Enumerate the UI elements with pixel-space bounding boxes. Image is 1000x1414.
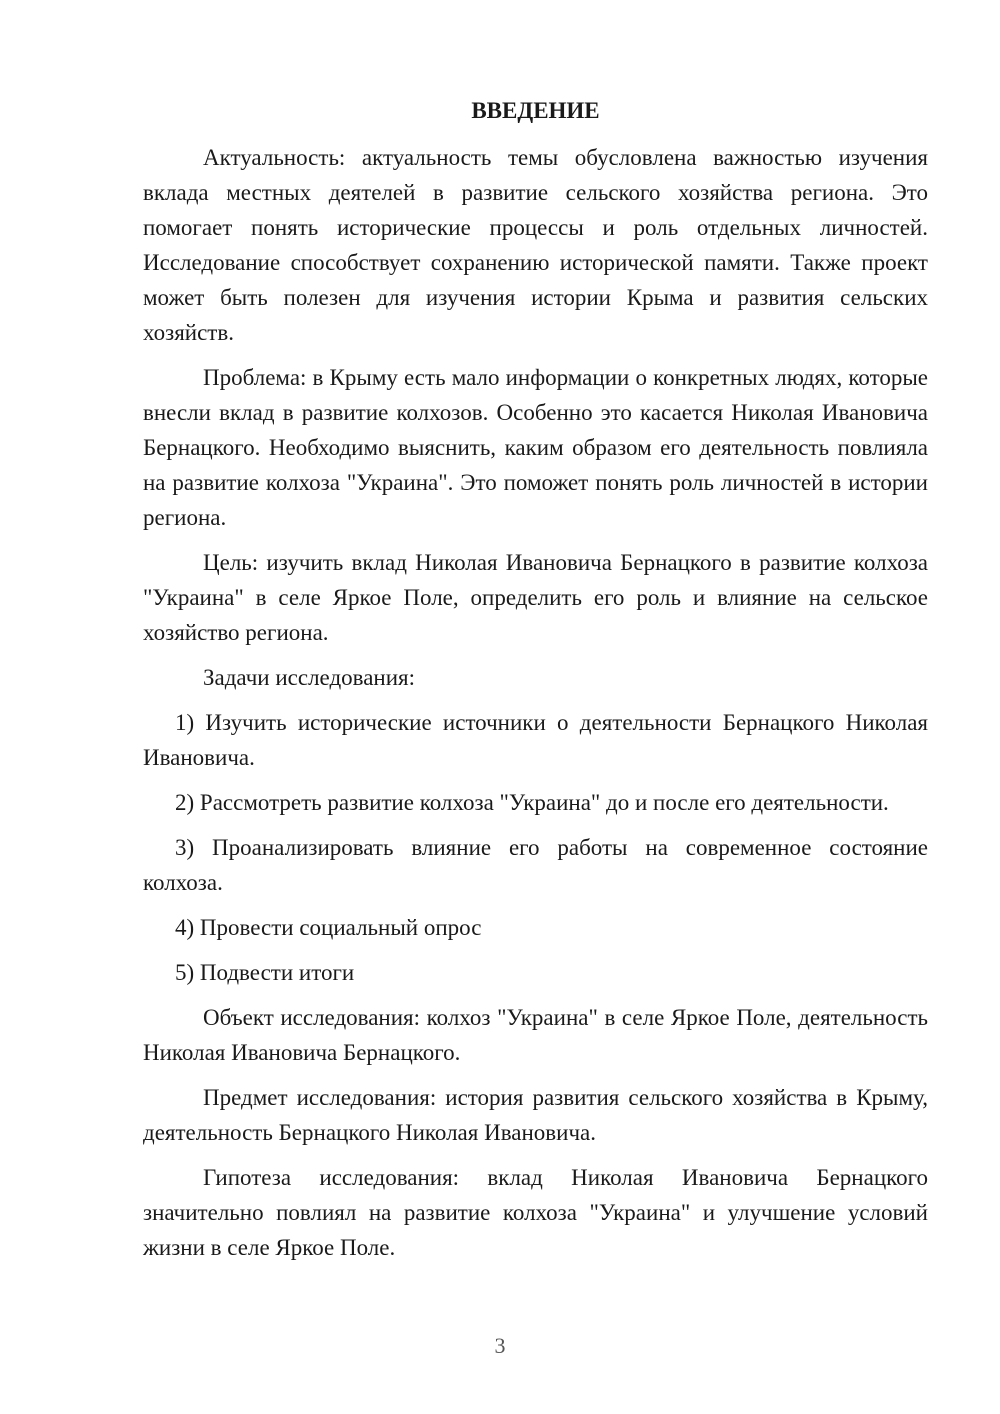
paragraph-relevance: Актуальность: актуальность темы обусловлена важностью изучения вклада местных деятелей в развитие сельского хозяйства региона. Это помогает понять исторические процессы и роль отдельных личностей. Исследование способствует сохранению исторической памяти. Также проект может быть полезен для изучения истории Крыма и развития сельских хозяйств.	[143, 145, 928, 345]
paragraph-problem: Проблема: в Крыму есть мало информации о конкретных людях, которые внесли вклад в развитие колхозов. Особенно это касается Николая Ивановича Бернацкого. Необходимо выяснить, каким образом его деятельность повлияла на развитие колхоза "Украина". Это поможет понять роль личностей в истории региона.	[143, 365, 928, 530]
paragraph-object: Объект исследования: колхоз "Украина" в селе Яркое Поле, деятельность Николая Ивановича Бернацкого.	[143, 1005, 928, 1065]
paragraph-tasks-heading: Задачи исследования:	[203, 665, 416, 690]
task-item: 1) Изучить исторические источники о деятельности Бернацкого Николая Ивановича.	[143, 710, 928, 770]
paragraph-subject: Предмет исследования: история развития сельского хозяйства в Крыму, деятельность Бернацкого Николая Ивановича.	[143, 1085, 928, 1145]
page-content	[143, 94, 928, 1275]
paragraph-goal: Цель: изучить вклад Николая Ивановича Бернацкого в развитие колхоза "Украина" в селе Яркое Поле, определить его роль и влияние на сельское хозяйство региона.	[143, 550, 928, 645]
task-item: 5) Подвести итоги	[175, 960, 355, 985]
task-item: 3) Проанализировать влияние его работы на современное состояние колхоза.	[143, 835, 928, 895]
paragraph-hypothesis: Гипотеза исследования: вклад Николая Ивановича Бернацкого значительно повлиял на развитие колхоза "Украина" и улучшение условий жизни в селе Яркое Поле.	[143, 1165, 928, 1260]
task-item: 4) Провести социальный опрос	[175, 915, 482, 940]
page-number: 3	[494, 1333, 506, 1358]
page-title: ВВЕДЕНИЕ	[471, 98, 600, 123]
task-item: 2) Рассмотреть развитие колхоза "Украина" до и после его деятельности.	[175, 790, 889, 815]
